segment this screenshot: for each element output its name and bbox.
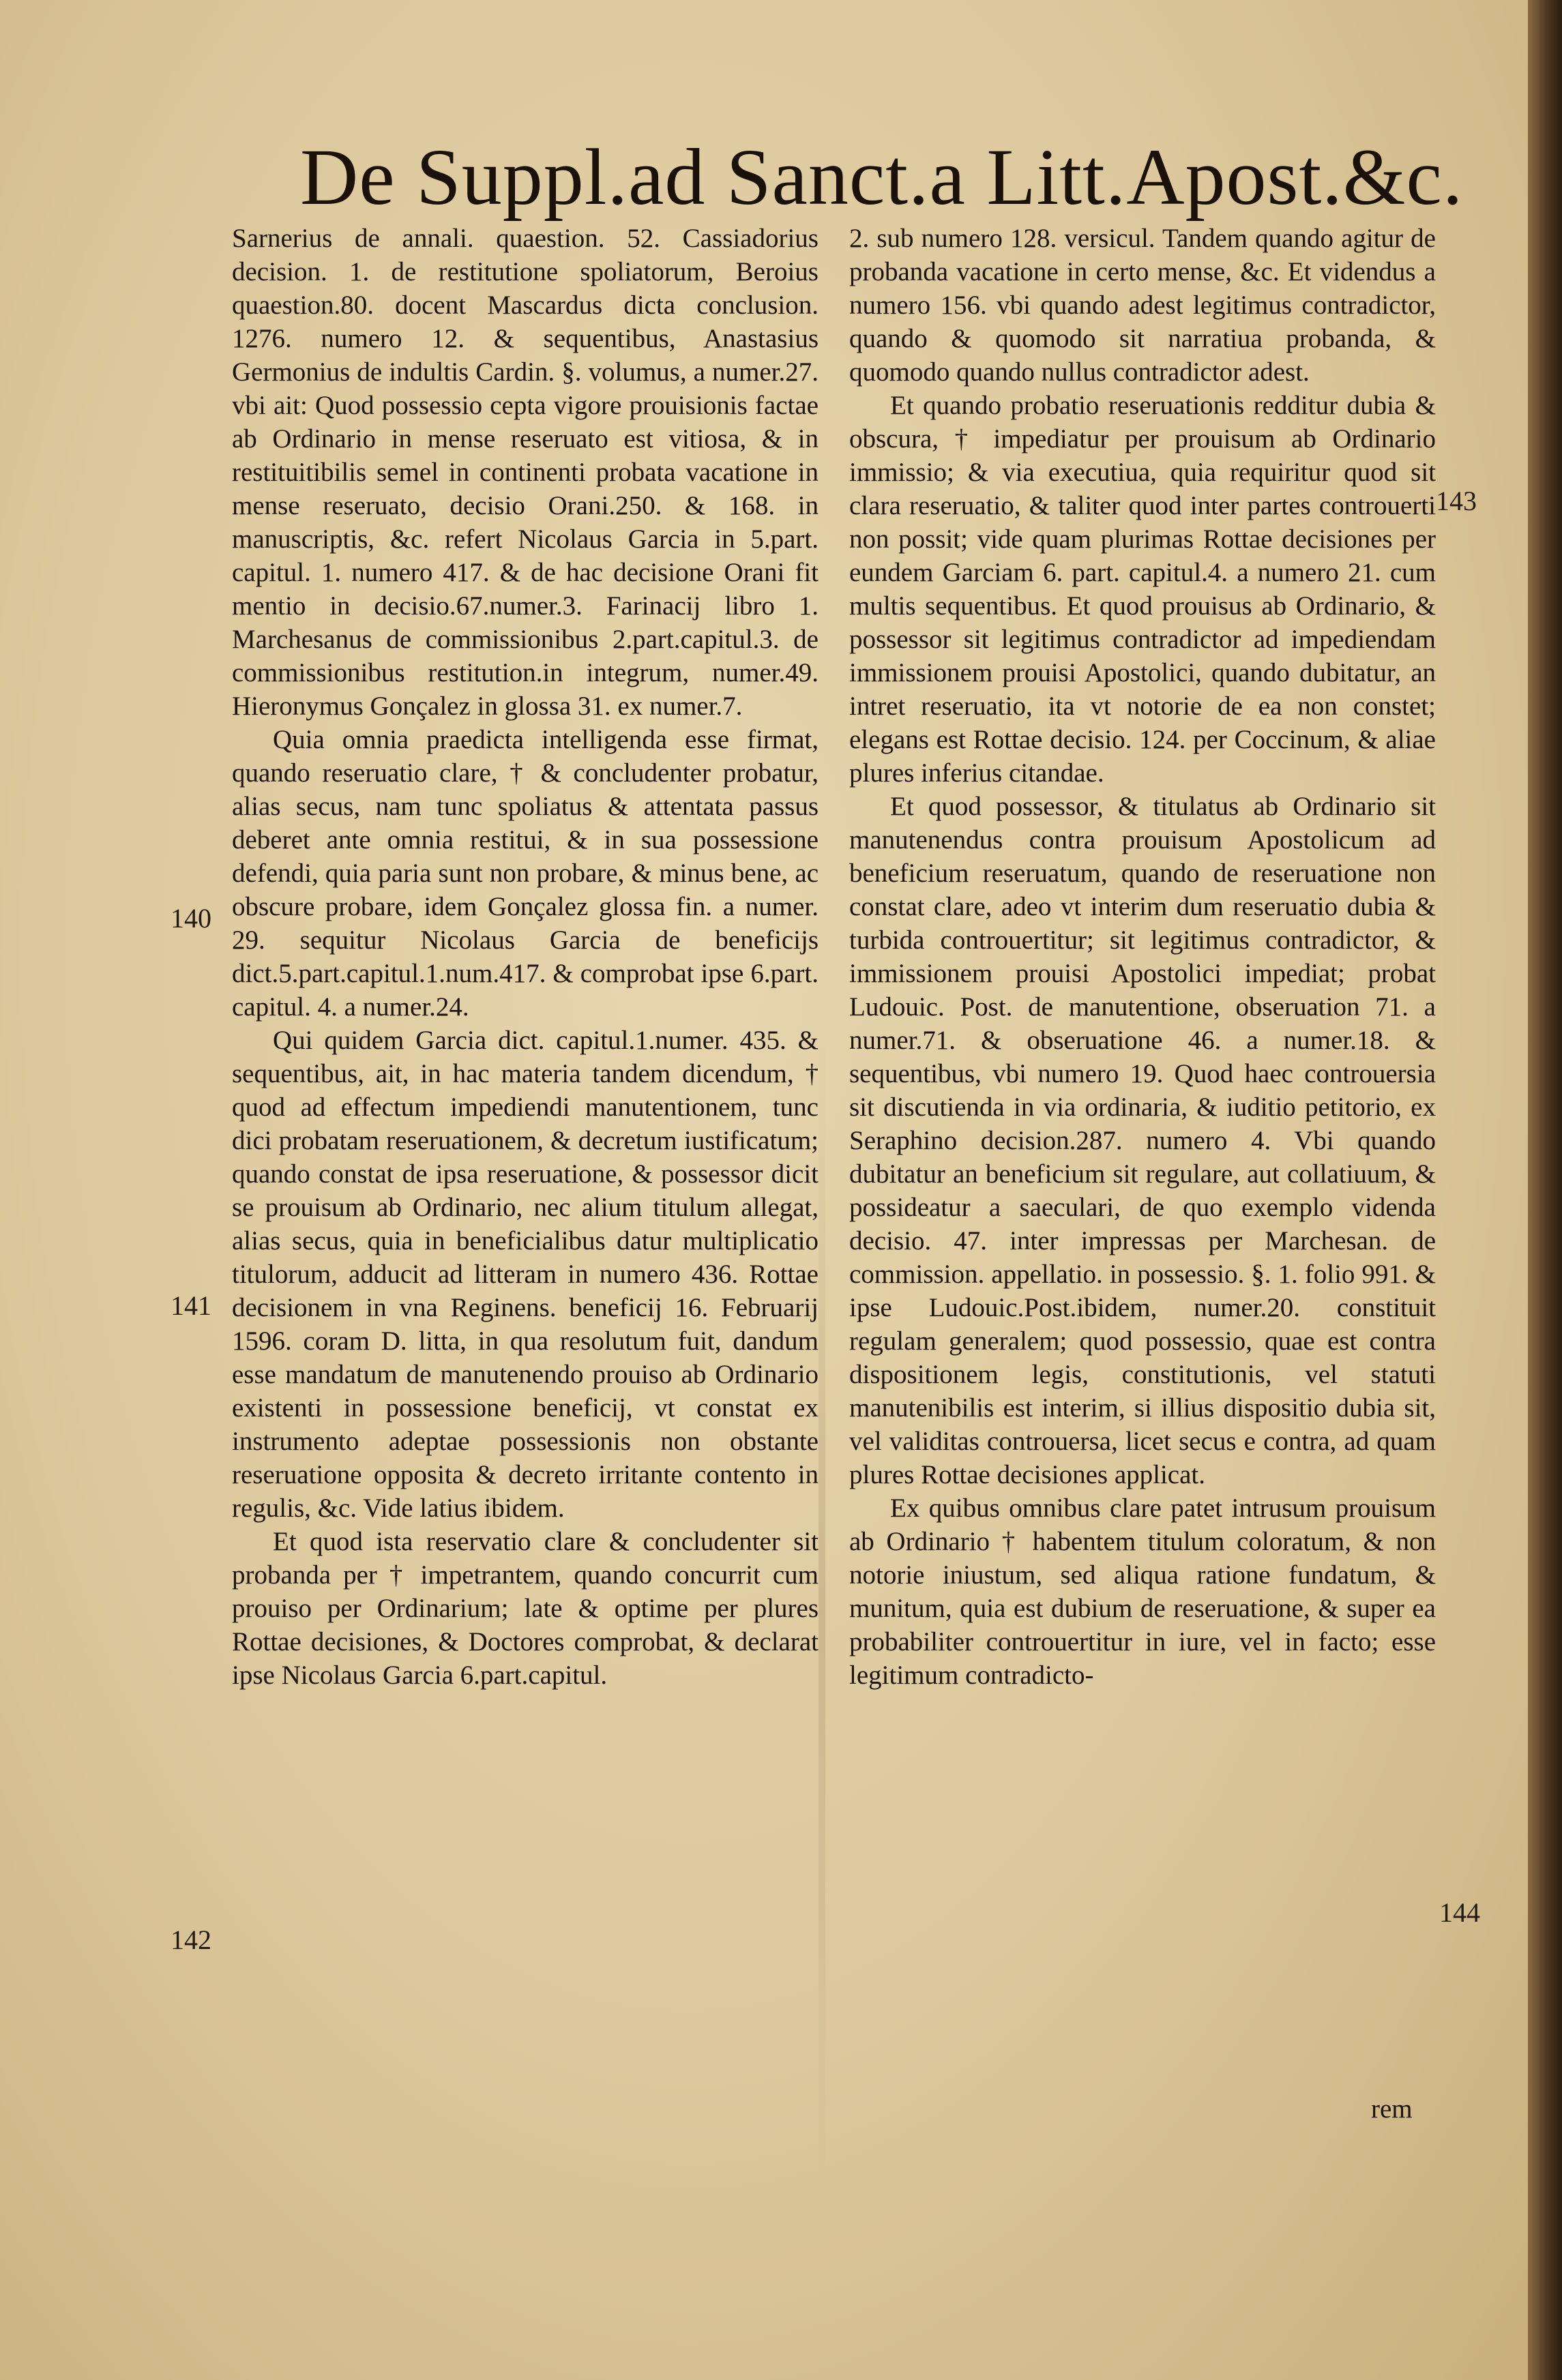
right-column xyxy=(849,222,1436,2308)
margin-number-141: 141 xyxy=(171,1290,211,1321)
left-column xyxy=(232,222,819,2267)
paragraph: Et quod possessor, & titulatus ab Ordinario sit manutenendus contra prouisum Apostolicum ad beneficium reseruatum, quando de reseruatione non constat clare, adeo vt interim dum reseruatio dubia & turbida controuertitur; sit legitimus contradictor, & immissionem prouisi Apostolici impediat; probat Ludouic. Post. de manutentione, obseruation 71. a numer.71. & obseruatione 46. a numer.18. & sequentibus, vbi numero 19. Quod haec controuersia sit discutienda in via ordinaria, & iuditio petitorio, ex Seraphino decision.287. numero 4. Vbi quando dubitatur an beneficium sit regulare, aut collatiuum, & possideatur a saeculari, de quo exemplo videnda decisio. 47. inter impressas per Marchesan. de commission. appellatio. in possessio. §. 1. folio 991. & ipse Ludouic.Post.ibidem, numer.20. constituit regulam generalem; quod possessio, quae est contra dispositionem legis, constitutionis, vel statuti manutenibilis est interim, si illius dispositio dubia sit, vel validitas controuersa, licet secus e contra, ad quam plures Rottae decisiones applicat. xyxy=(849,792,1436,1489)
paragraph: 2. sub numero 128. versicul. Tandem quando agitur de probanda vacatione in certo mense, &c. Et videndus a numero 156. vbi quando adest legitimus contradictor, quando & quomodo sit narratiua probanda, & quomodo quando nullus contradictor adest. xyxy=(849,224,1436,387)
catchword: rem xyxy=(1371,2094,1413,2124)
running-head: De Suppl.ad Sanct.a Litt.Apost.&c. xyxy=(300,132,1464,222)
paragraph: Et quod ista reservatio clare & concludenter sit probanda per † impetrantem, quando concurrit cum prouiso per Ordinarium; late & optime per plures Rottae decisiones, & Doctores comprobat, & declarat ipse Nicolaus Garcia 6.part.capitul. xyxy=(232,1527,819,1690)
margin-number-140: 140 xyxy=(171,903,211,934)
paragraph: Quia omnia praedicta intelligenda esse firmat, quando reseruatio clare, † & concludenter probatur, alias secus, nam tunc spoliatus & attentata passus deberet ante omnia restitui, & in sua possessione defendi, quia paria sunt non probare, & minus bene, ac obscure probare, idem Gonçalez glossa fin. a numer. 29. sequitur Nicolaus Garcia de beneficijs dict.5.part.capitul.1.num.417. & comprobat ipse 6.part. capitul. 4. a numer.24. xyxy=(232,725,819,1022)
gutter-shadow xyxy=(819,1030,825,2189)
book-spine-edge xyxy=(1528,0,1562,2380)
paragraph: Sarnerius de annali. quaestion. 52. Cassiadorius decision. 1. de restitutione spoliatorum, Beroius quaestion.80. docent Mascardus dicta conclusion. 1276. numero 12. & sequentibus, Anastasius Germonius de indultis Cardin. §. volumus, a numer.27. vbi ait: Quod possessio cepta vigore prouisionis factae ab Ordinario in mense reseruato est vitiosa, & in restituitibilis semel in continenti probata vacatione in mense reseruato, decisio Orani.250. & 168. in manuscriptis, &c. refert Nicolaus Garcia in 5.part. capitul. 1. numero 417. & de hac decisione Orani fit mentio in decisio.67.numer.3. Farinacij libro 1. Marchesanus de commissionibus 2.part.capitul.3. de commissionibus restitution.in integrum, numer.49. Hieronymus Gonçalez in glossa 31. ex numer.7. xyxy=(232,224,819,721)
paragraph: Qui quidem Garcia dict. capitul.1.numer. 435. & sequentibus, ait, in hac materia tandem dicendum, † quod ad effectum impediendi manutentionem, tunc dici probatam reseruationem, & decretum iustificatum; quando constat de ipsa reseruatione, & possessor dicit se prouisum ab Ordinario, nec alium titulum allegat, alias secus, quia in beneficialibus datur multiplicatio titulorum, adducit ad litteram in numero 436. Rottae decisionem in vna Reginens. beneficij 16. Februarij 1596. coram D. litta, in qua resolutum fuit, dandum esse mandatum de manutenendo prouiso ab Ordinario existenti in possessione beneficij, vt constat ex instrumento adeptae possessionis non obstante reseruatione opposita & decreto irritante contento in regulis, &c. Vide latius ibidem. xyxy=(232,1026,819,1523)
margin-number-142: 142 xyxy=(171,1924,211,1955)
paragraph: Ex quibus omnibus clare patet intrusum prouisum ab Ordinario † habentem titulum coloratum, & non notorie iniustum, sed aliqua ratione fundatum, & munitum, quia est dubium de reseruatione, & super ea probabiliter controuertitur in iure, vel in facto; esse legitimum contradicto- xyxy=(849,1493,1436,1690)
margin-number-144: 144 xyxy=(1439,1897,1480,1928)
paragraph: Et quando probatio reseruationis redditur dubia & obscura, † impediatur per prouisum ab Ordinario immissio; & via executiua, quia requiritur quod sit clara reseruatio, & taliter quod inter partes controuerti non possit; vide quam plurimas Rottae decisiones per eundem Garciam 6. part. capitul.4. a numero 21. cum multis sequentibus. Et quod prouisus ab Ordinario, & possessor sit legitimus contradictor ad impediendam immissionem prouisi Apostolici, quando dubitatur, an intret reseruatio, ita vt notorie de ea non constet; elegans est Rottae decisio. 124. per Coccinum, & aliae plures inferius citandae. xyxy=(849,391,1436,788)
margin-number-143: 143 xyxy=(1436,486,1477,516)
